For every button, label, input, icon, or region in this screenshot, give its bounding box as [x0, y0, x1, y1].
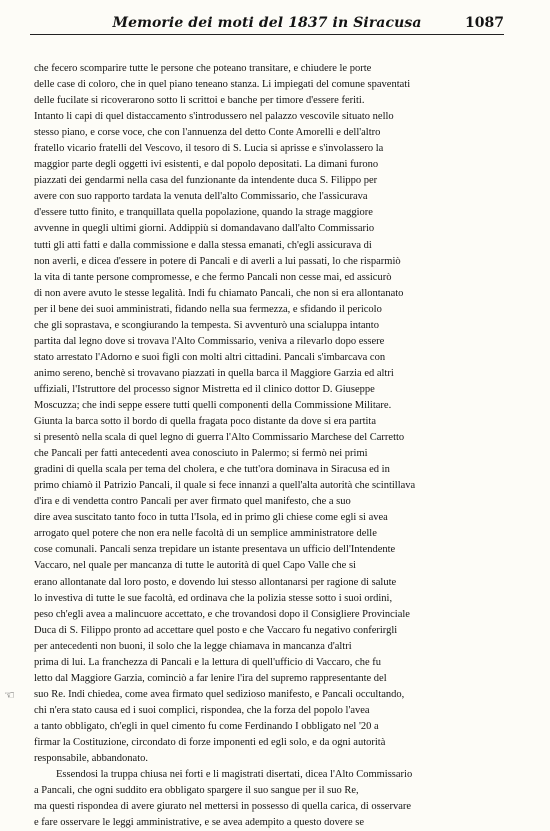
text-line: per il bene dei suoi amministrati, fidando nella sua fermezza, e sfidando il pericolo [34, 303, 382, 315]
text-line: non averli, e dicea d'essere in potere di Pancali e di averli a lui passati, lo che risparmiò [34, 255, 401, 267]
text-line: lo investiva di tutte le sue facoltà, ed ordinava che la polizia stesse sotto i suoi ordini, [34, 592, 393, 604]
text-line: avvenne in quegli ultimi giorni. Addippiù si domandavano dall'alto Commissario [34, 223, 375, 235]
text-line: peso ch'egli avea a malincuore accettato, e che trovandosi dopo il Consigliere Provinciale [34, 608, 410, 620]
text-line: suo Re. Indi chiedea, come avea firmato quel sedizioso manifesto, e Pancali occultando, [34, 688, 405, 700]
text-line: d'essere tutto finito, e tranquillata quella popolazione, quando la strage maggiore [34, 207, 373, 219]
text-line: delle fucilate si ricoverarono sotto li scrittoi e banche per timore d'essere feriti. [34, 95, 365, 107]
text-line: arrogato quel potere che non era nelle facoltà di un semplice amministratore delle [34, 528, 377, 540]
text-line: per antecedenti non buoni, il solo che la legge chiamava in mancanza d'altri [34, 640, 352, 652]
text-line: Moscuzza; che indi seppe essere tutti quelli componenti della Commissione Militare. [34, 399, 392, 411]
text-line: avere con suo rapporto tardata la venuta dell'alto Commissario, che l'assicurava [34, 191, 368, 203]
text-line: stato arrestato l'Adorno e suoi figli con molti altri cittadini. Pancali s'imbarcava con [34, 351, 386, 363]
running-title: Memorie dei moti del 1837 in Siracusa [112, 15, 422, 31]
text-line: animo sereno, benchè si trovavano piazzati in quella barca il Maggiore Garzia ed altri [34, 367, 394, 379]
text-line: ma questi rispondea di avere giurato nel mettersi in possesso di quella carica, di osservare [34, 801, 412, 813]
text-line: e fare osservare le leggi amministrative, e se avea adempito a questo dovere se [34, 817, 365, 829]
text-line: prima di lui. La franchezza di Pancali e la lettura di quell'ufficio di Vaccaro, che fu [34, 656, 381, 668]
text-line: dire avea suscitato tanto foco in tutta l'Isola, ed in primo gli chiese come egli si avea [34, 512, 388, 524]
text-line: partita dal legno dove si trovava l'Alto Commissario, veniva a rilevarlo dopo essere [34, 335, 385, 347]
text-line: Intanto li capi di quel distaccamento s'introdussero nel palazzo vescovile situato nello [34, 111, 394, 123]
margin-pointer-mark: ☜ [4, 688, 15, 702]
text-line: erano allontanate dal loro posto, e dovendo lui stesso allontanarsi per ragione di salute [34, 576, 397, 588]
text-line: che Pancali per fatti antecedenti avea conosciuto in Palermo; si fermò nei primi [34, 448, 368, 460]
text-line: a tanto obbligato, ch'egli in quel cimento fu come Ferdinando I obbligato nel '20 a [34, 720, 379, 732]
text-line: chi n'era stato causa ed i suoi complici, rispondea, che la forza del popolo l'avea [34, 704, 370, 716]
text-line: delle case di coloro, che in quel piano teneano stanza. Li impiegati del comune spaventati [34, 79, 411, 91]
text-line: a Pancali, che ogni suddito era obbligato spargere il suo sangue per il suo Re, [34, 785, 359, 797]
text-line: uffiziali, l'Istruttore del processo signor Mistretta ed il clinico dottor D. Giuseppe [34, 383, 375, 395]
text-line: letto dal Maggiore Garzia, cominciò a far lenire l'ira del supremo rappresentante del [34, 672, 387, 684]
text-line: Giunta la barca sotto il bordo di quella fragata poco distante da dove si era partita [34, 416, 377, 428]
text-line: piazzati dei gendarmi nella casa del funzionante da intendente duca S. Filippo per [34, 175, 378, 187]
text-line: Essendosi la truppa chiusa nei forti e li magistrati disertati, dicea l'Alto Commissario [56, 769, 413, 781]
body-text [34, 61, 504, 831]
text-line: responsabile, abbandonato. [34, 753, 149, 765]
text-line: di non avere avuto le stesse legalità. Indi fu chiamato Pancali, che non si era allontanato [34, 287, 404, 299]
running-header [30, 14, 504, 35]
text-line: Duca di S. Filippo pronto ad accettare quel posto e che Vaccaro fu negativo conferirgli [34, 624, 398, 636]
text-line: primo chiamò il Patrizio Pancali, il quale si fece innanzi a quell'alta autorità che scintillava [34, 480, 416, 492]
text-line: d'ira e di vendetta contro Pancali per aver firmato quel manifesto, che a suo [34, 496, 351, 508]
text-line: cose comunali. Pancali senza trepidare un istante presentava un ufficio dell'Intendente [34, 544, 396, 556]
text-line: fratello vicario fratelli del Vescovo, il tesoro di S. Lucia si aprisse e s'involassero la [34, 143, 384, 155]
text-line: la vita di tante persone compromesse, e che fermo Pancali non cesse mai, ed assicurò [34, 271, 392, 283]
text-line: che gli soprastava, e scongiurando la tempesta. Si avventurò una scialuppa intanto [34, 319, 379, 331]
page-number: 1087 [465, 15, 504, 31]
text-line: gradini di quella scala per tema del cholera, e che tutt'ora dominava in Siracusa ed in [34, 464, 390, 476]
text-line: stesso piano, e corse voce, che con l'annuenza del detto Conte Amorelli e dell'altro [34, 127, 381, 139]
text-line: tutti gli atti fatti e dalla commissione e dalla stessa emanati, ch'egli assicurava di [34, 239, 372, 251]
text-line: maggior parte degli oggetti ivi esistenti, e dal popolo depositati. La dimani furono [34, 159, 379, 171]
text-line: che fecero scomparire tutte le persone che poteano transitare, e chiudere le porte [34, 63, 372, 74]
text-line: si presentò nella scala di quel legno di guerra l'Alto Commissario Marchese del Carretto [34, 432, 405, 444]
text-line: Vaccaro, nel quale per mancanza di tutte le autorità di quel Capo Valle che si [34, 560, 356, 572]
text-line: firmar la Costituzione, circondato di forze imponenti ed egli solo, e da ogni autorità [34, 736, 386, 748]
